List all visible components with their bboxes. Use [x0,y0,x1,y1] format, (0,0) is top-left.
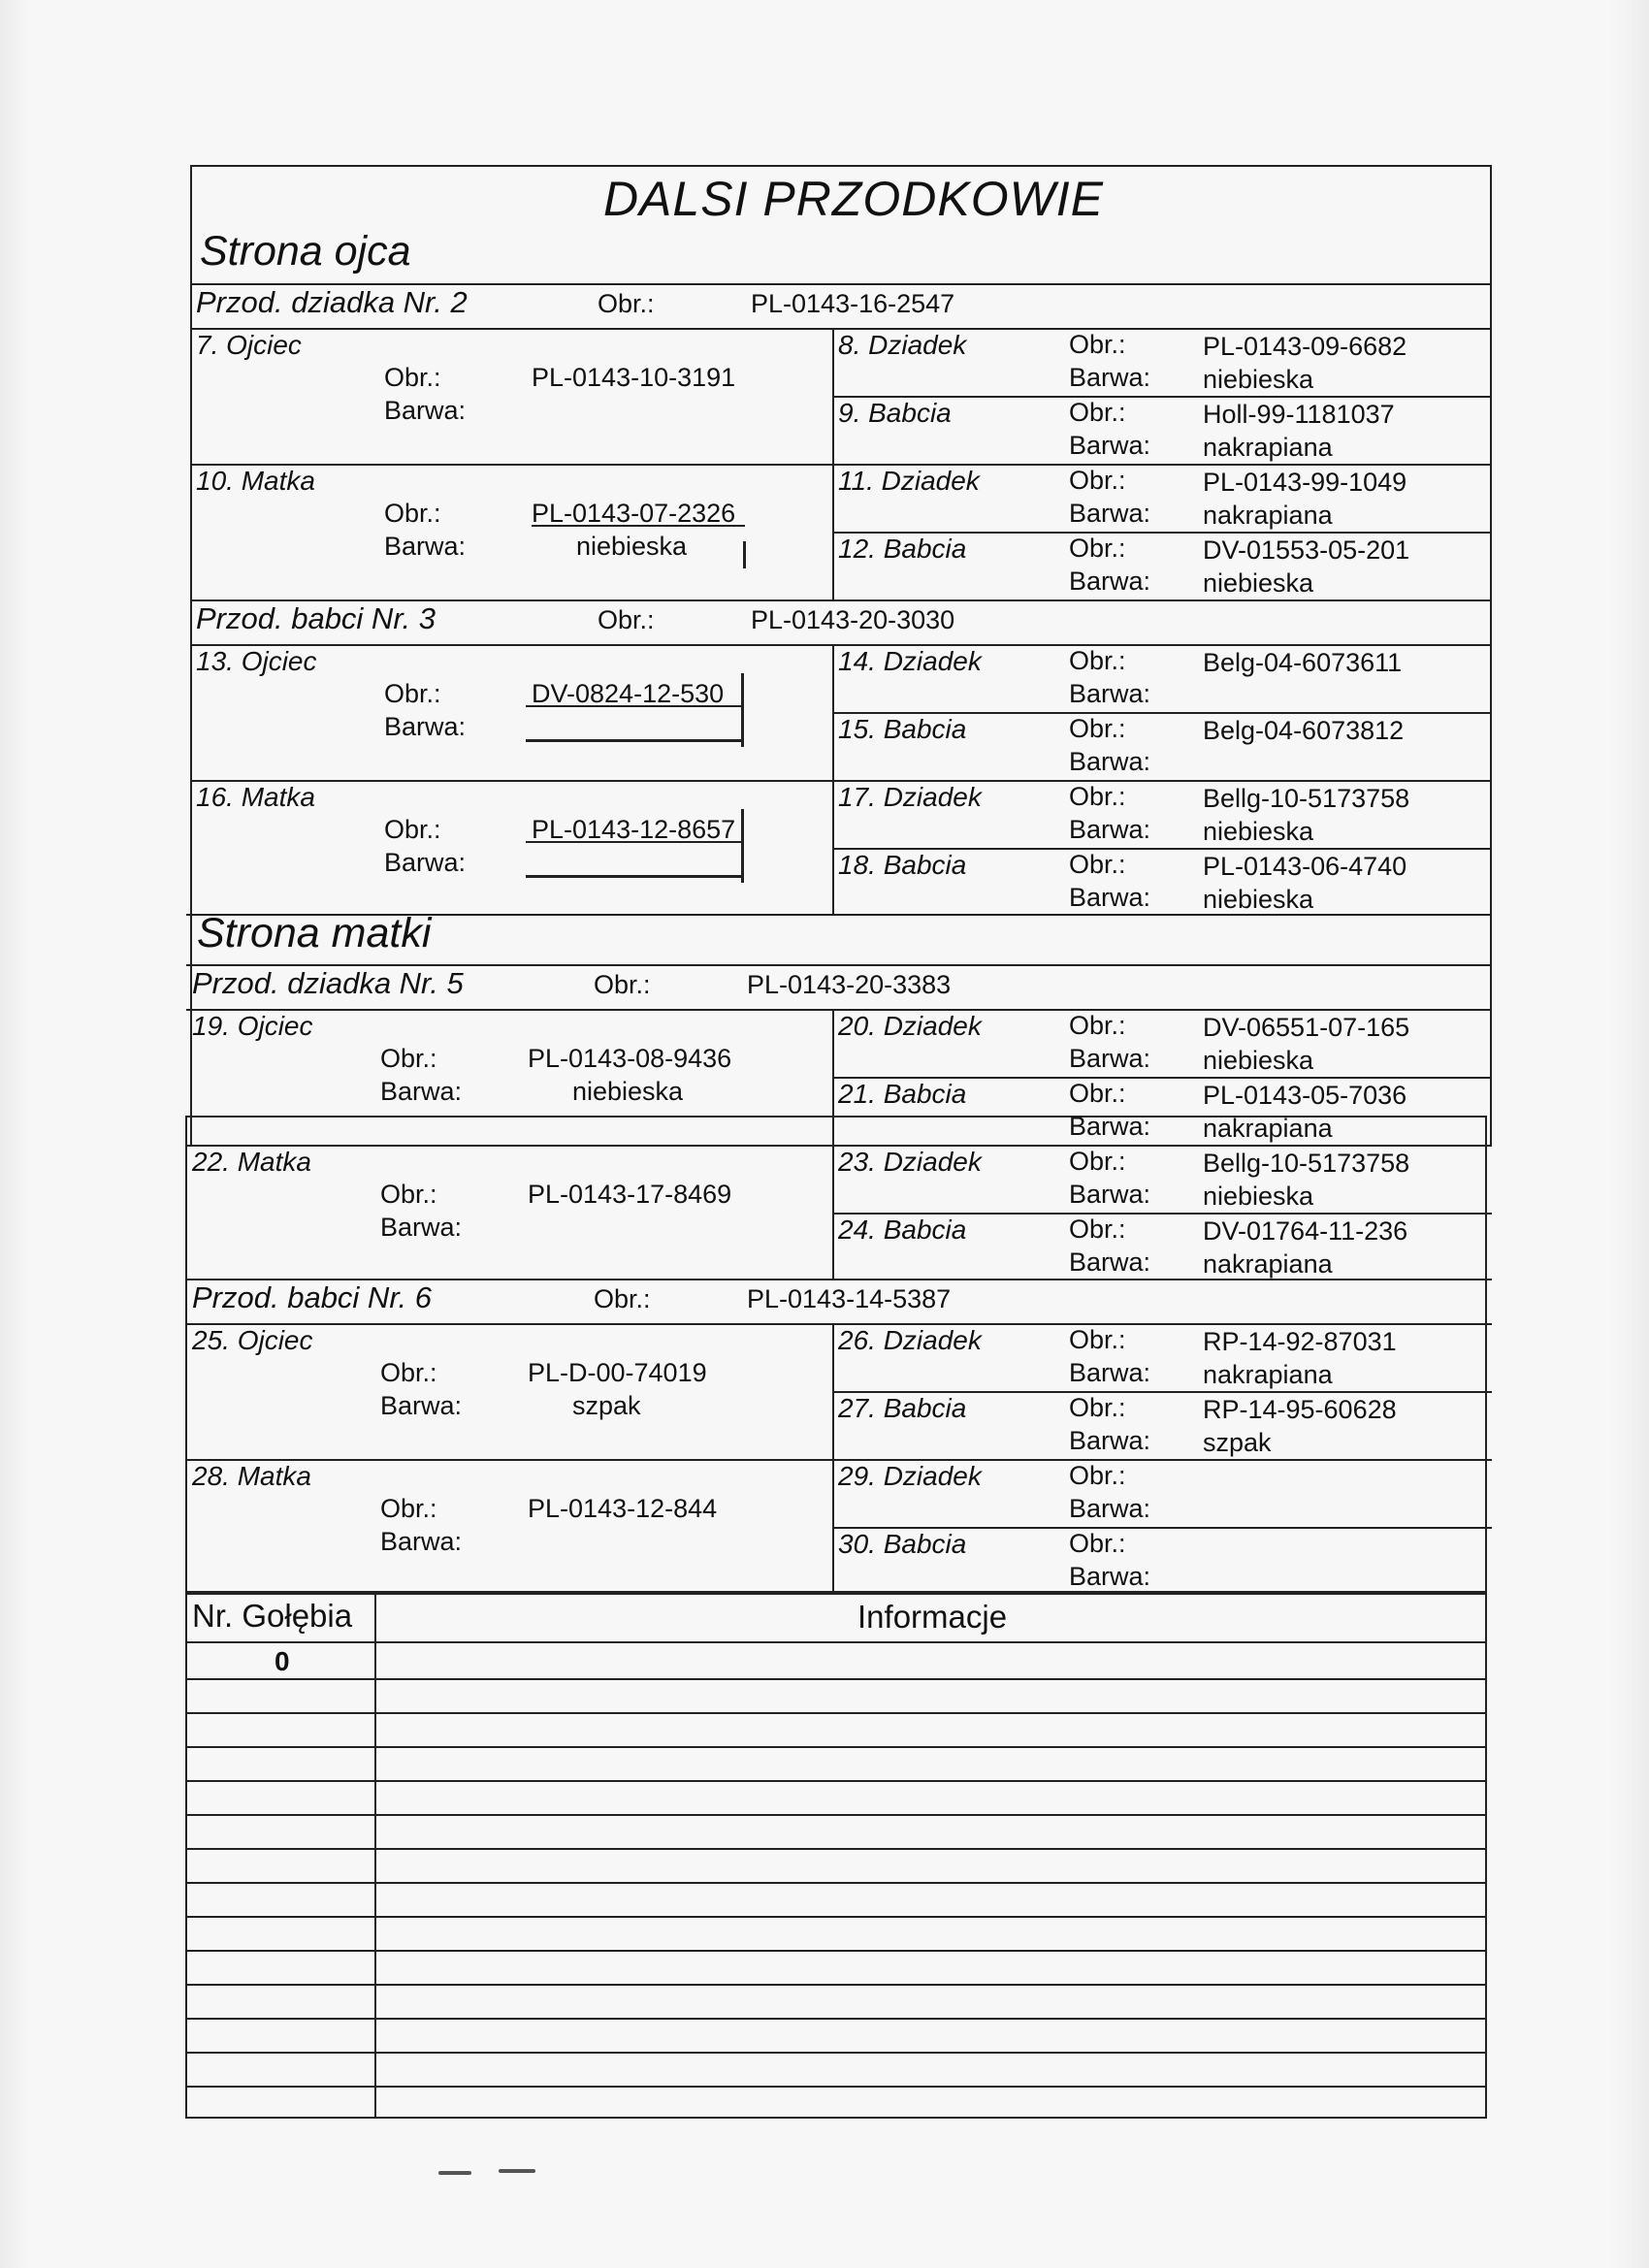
parent-color-label: Barwa: [380,1391,463,1420]
grandparent-ring-label: Obr.: [1069,330,1126,359]
info-row-line [185,1712,1487,1714]
grandparent-ring-value: Belg-04-6073812 [1203,716,1405,745]
parent-color-label: Barwa: [380,1077,463,1106]
grandparent-ring-label: Obr.: [1069,1215,1126,1244]
scan-mark [438,2171,471,2175]
grandparent-label: 11. Dziadek [838,466,980,496]
parent-label: 7. Ojciec [196,330,302,360]
mother-side-heading: Strona matki [197,910,432,956]
grandparent-color-label: Barwa: [1069,363,1151,392]
page-title: DALSI PRZODKOWIE [602,172,1105,226]
grandparent-color-label: Barwa: [1069,883,1151,912]
grandparent-ring-label: Obr.: [1069,466,1126,495]
group-ring-label: Obr.: [598,605,655,634]
grandparent-color-value: niebieska [1203,1182,1314,1211]
grandparent-color-value: szpak [1203,1428,1272,1457]
parent-label: 25. Ojciec [192,1325,313,1355]
grandparent-label: 8. Dziadek [838,330,967,360]
grandparent-color-label: Barwa: [1069,1562,1151,1591]
grandparent-ring-label: Obr.: [1069,534,1126,563]
grandparent-color-value: nakrapiana [1203,1249,1333,1279]
info-row-line [185,2052,1487,2054]
grandparent-color-value: nakrapiana [1203,1114,1333,1143]
grandparent-label: 15. Babcia [838,714,967,744]
info-row-line [185,1950,1487,1952]
parent-ring-value: PL-0143-08-9436 [528,1044,732,1073]
group-ring-label: Obr.: [594,970,651,999]
grandparent-ring-label: Obr.: [1069,1529,1126,1558]
parent-color-label: Barwa: [384,532,467,561]
grandparent-color-label: Barwa: [1069,815,1151,844]
parent-color-label: Barwa: [384,396,467,425]
info-border [1485,1593,1487,2117]
grandparent-color-label: Barwa: [1069,1112,1151,1141]
grandparent-ring-label: Obr.: [1069,1393,1126,1422]
grandparent-ring-value: PL-0143-06-4740 [1203,852,1407,881]
parent-ring-value: PL-0143-12-844 [528,1494,718,1523]
parent-ring-value: PL-D-00-74019 [528,1358,707,1387]
group-header: Przod. babci Nr. 3 [196,601,436,635]
grandparent-ring-value: Holl-99-1181037 [1203,400,1395,429]
parent-ring-label: Obr.: [380,1180,437,1209]
info-column-divider [374,1593,376,2117]
parent-label: 13. Ojciec [196,646,317,676]
side-divider [186,914,1492,916]
grandparent-ring-label: Obr.: [1069,1079,1126,1108]
grandparent-ring-label: Obr.: [1069,398,1126,427]
grandparent-color-value: niebieska [1203,365,1314,394]
grandparent-ring-label: Obr.: [1069,714,1126,743]
grandparent-ring-label: Obr.: [1069,782,1126,811]
grandparent-color-value: niebieska [1203,817,1314,846]
grandparent-ring-value: PL-0143-99-1049 [1203,468,1407,497]
group-ring-value: PL-0143-16-2547 [751,289,955,318]
parent-ring-value: PL-0143-10-3191 [532,363,736,392]
parent-label: 22. Matka [192,1147,311,1177]
grandparent-label: 26. Dziadek [838,1325,982,1355]
grandparent-ring-value: PL-0143-09-6682 [1203,332,1407,361]
ring-underline [526,705,743,707]
parent-ring-value: PL-0143-17-8469 [528,1180,732,1209]
group-ring-label: Obr.: [594,1284,651,1313]
grandparent-ring-value: DV-01553-05-201 [1203,535,1410,565]
bracket-mark [743,541,746,568]
group-ring-value: PL-0143-20-3383 [747,970,952,999]
grandparent-ring-label: Obr.: [1069,1325,1126,1354]
parent-ring-label: Obr.: [384,363,441,392]
group-ring-value: PL-0143-14-5387 [747,1284,952,1313]
group-header: Przod. babci Nr. 6 [192,1280,432,1314]
grandparent-ring-value: Belg-04-6073611 [1203,648,1403,677]
grandparent-color-label: Barwa: [1069,431,1151,460]
info-border [185,1593,187,2117]
parent-color-label: Barwa: [380,1213,463,1242]
scan-mark [499,2169,535,2173]
grandparent-ring-value: RP-14-95-60628 [1203,1395,1397,1424]
info-row-line [185,1593,1487,1595]
grandparent-color-label: Barwa: [1069,747,1151,776]
info-row-line [185,1848,1487,1850]
parent-ring-label: Obr.: [384,815,441,844]
grandparent-color-value: niebieska [1203,1046,1314,1075]
grandparent-color-value: niebieska [1203,568,1314,598]
grandparent-label: 21. Babcia [838,1079,967,1109]
grandparent-ring-value: Bellg-10-5173758 [1203,784,1410,813]
parent-color-label: Barwa: [380,1527,463,1556]
parent-color-value: niebieska [576,532,688,561]
parent-ring-label: Obr.: [380,1494,437,1523]
parent-color-value: szpak [572,1391,641,1420]
grandparent-color-value: nakrapiana [1203,1360,1333,1389]
grandparent-label: 27. Babcia [838,1393,967,1423]
grandparent-label: 17. Dziadek [838,782,982,812]
grandparent-color-value: niebieska [1203,885,1314,914]
info-row-line [185,1678,1487,1680]
parent-color-label: Barwa: [384,848,467,877]
grandparent-label: 23. Dziadek [838,1147,982,1177]
parent-label: 16. Matka [196,782,315,812]
grandparent-color-label: Barwa: [1069,499,1151,528]
ring-underline [526,841,743,843]
info-row-line [185,1780,1487,1782]
group-header: Przod. dziadka Nr. 2 [196,285,468,319]
information-header: Informacje [857,1599,1008,1635]
father-side-heading: Strona ojca [200,228,411,275]
info-row-line [185,1984,1487,1986]
info-row-line [185,1916,1487,1918]
grandparent-ring-value: PL-0143-05-7036 [1203,1081,1407,1110]
grandparent-ring-label: Obr.: [1069,646,1126,675]
parent-ring-label: Obr.: [384,499,441,528]
parent-ring-value: PL-0143-07-2326 [532,499,736,528]
grandparent-ring-label: Obr.: [1069,850,1126,879]
parent-color-value: niebieska [572,1077,684,1106]
grandparent-color-label: Barwa: [1069,1426,1151,1455]
parent-ring-label: Obr.: [384,679,441,708]
info-row-line [185,1814,1487,1816]
parent-ring-label: Obr.: [380,1358,437,1387]
group-ring-label: Obr.: [598,289,655,318]
grandparent-color-label: Barwa: [1069,1358,1151,1387]
grandparent-label: 9. Babcia [838,398,952,428]
grandparent-color-value: nakrapiana [1203,433,1333,462]
info-row-line [185,1882,1487,1884]
parent-label: 19. Ojciec [192,1011,313,1041]
info-row-line [185,1641,1487,1643]
grandparent-ring-value: DV-06551-07-165 [1203,1013,1410,1042]
parent-label: 10. Matka [196,466,315,496]
info-row-line [185,2117,1487,2119]
grandparent-label: 14. Dziadek [838,646,982,676]
bracket-mark [526,875,743,878]
grandparent-color-label: Barwa: [1069,1044,1151,1073]
parent-label: 28. Matka [192,1461,311,1491]
pigeon-number-header: Nr. Gołębia [192,1598,353,1634]
grandparent-color-label: Barwa: [1069,1494,1151,1523]
grandparent-ring-value: RP-14-92-87031 [1203,1327,1397,1356]
bracket-mark [526,739,743,742]
grandparent-ring-label: Obr.: [1069,1011,1126,1040]
grandparent-color-label: Barwa: [1069,679,1151,708]
grandparent-ring-value: DV-01764-11-236 [1203,1216,1408,1246]
ring-underline [532,525,745,527]
parent-ring-value: DV-0824-12-530 [532,679,725,708]
grandparent-color-value: nakrapiana [1203,501,1333,530]
group-ring-value: PL-0143-20-3030 [751,605,955,634]
info-row-line [185,2018,1487,2020]
grandparent-label: 12. Babcia [838,534,967,564]
grandparent-label: 29. Dziadek [838,1461,982,1491]
group-header: Przod. dziadka Nr. 5 [192,966,464,1000]
grandparent-label: 20. Dziadek [838,1011,982,1041]
grandparent-label: 18. Babcia [838,850,967,880]
grandparent-color-label: Barwa: [1069,1247,1151,1277]
parent-ring-value: PL-0143-12-8657 [532,815,736,844]
grandparent-label: 30. Babcia [838,1529,967,1559]
grandparent-color-label: Barwa: [1069,567,1151,596]
grandparent-color-label: Barwa: [1069,1180,1151,1209]
bracket-mark [741,673,744,747]
bracket-mark [741,809,744,883]
grandparent-ring-label: Obr.: [1069,1461,1126,1490]
grandparent-ring-value: Bellg-10-5173758 [1203,1149,1410,1178]
parent-color-label: Barwa: [384,712,467,741]
grandparent-ring-label: Obr.: [1069,1147,1126,1176]
info-row-line [185,1746,1487,1748]
parent-ring-label: Obr.: [380,1044,437,1073]
info-row-line [185,2086,1487,2088]
pigeon-number-value: 0 [275,1646,290,1676]
grandparent-label: 24. Babcia [838,1215,967,1245]
